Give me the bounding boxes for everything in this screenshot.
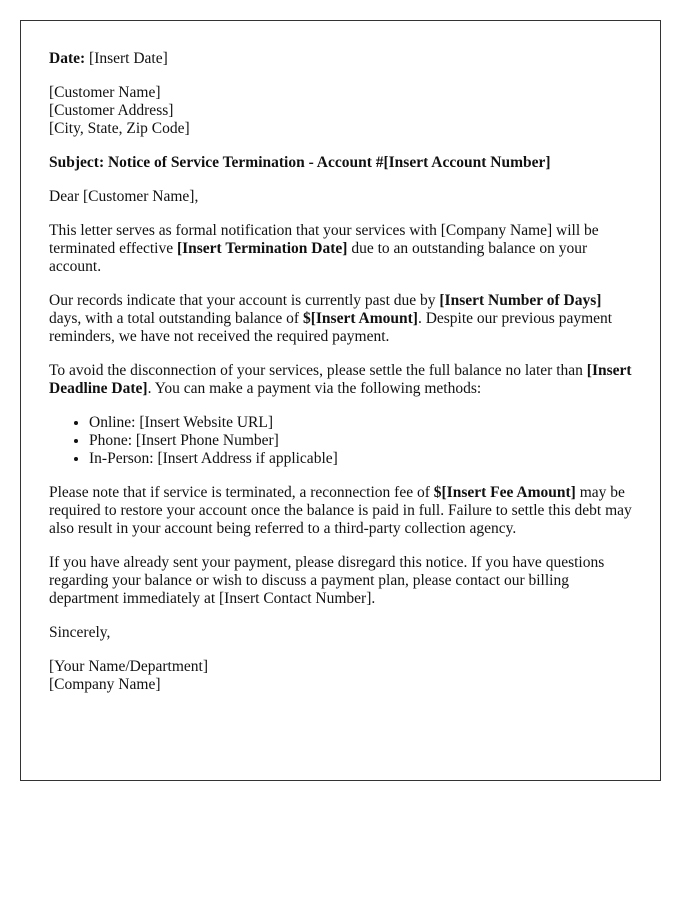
- date-value: [Insert Date]: [89, 50, 168, 67]
- payment-method-online: • Online: [Insert Website URL]: [89, 414, 632, 432]
- salutation: Dear [Customer Name],: [49, 188, 199, 205]
- paragraph-text: This letter serves as formal notification that your services with [Company Name] will be terminated effective: [49, 222, 599, 257]
- deadline-placeholder: [Insert Deadline Date]: [49, 362, 632, 397]
- letter-document: [20, 20, 661, 781]
- paragraph-reconnection-fee: [49, 484, 632, 538]
- paragraph-text: days, with a total outstanding balance of: [49, 310, 303, 327]
- recipient-address: [Customer Address]: [49, 102, 174, 119]
- signature-company: [Company Name]: [49, 676, 161, 693]
- days-placeholder: [Insert Number of Days]: [439, 292, 602, 309]
- paragraph-text: . You can make a payment via the following methods:: [147, 380, 482, 397]
- paragraph-deadline: [49, 362, 632, 398]
- closing: Sincerely,: [49, 624, 111, 641]
- recipient-block: [49, 84, 632, 138]
- paragraph-text: Please note that if service is terminated, a reconnection fee of: [49, 484, 434, 501]
- paragraph-text: To avoid the disconnection of your services, please settle the full balance no later than: [49, 362, 587, 379]
- paragraph-text: Our records indicate that your account is currently past due by: [49, 292, 440, 309]
- paragraph-contact: If you have already sent your payment, please disregard this notice. If you have questions regarding your balance or wish to discuss a payment plan, please contact our billing department immediately at [Insert Contact Number].: [49, 554, 605, 607]
- paragraph-past-due: [49, 292, 632, 346]
- subject-line: [49, 154, 632, 172]
- signature-block: [49, 658, 632, 694]
- date-label: Date:: [49, 50, 86, 67]
- termination-date-placeholder: [Insert Termination Date]: [176, 240, 348, 257]
- recipient-city-state-zip: [City, State, Zip Code]: [49, 120, 190, 137]
- paragraph-text: . Despite our previous payment reminders, we have not received the required payment.: [49, 310, 613, 345]
- paragraph-text: may be required to restore your account once the balance is paid in full. Failure to settle this debt may also result in your account being referred to a third-party collection agency.: [49, 484, 632, 537]
- amount-placeholder: $[Insert Amount]: [302, 310, 418, 327]
- fee-placeholder: $[Insert Fee Amount]: [433, 484, 576, 501]
- payment-method-phone: • Phone: [Insert Phone Number]: [89, 432, 632, 450]
- paragraph-text: due to an outstanding balance on your account.: [49, 240, 588, 275]
- payment-methods-list: [49, 414, 632, 468]
- paragraph-termination-notice: [49, 222, 632, 276]
- signature-name-department: [Your Name/Department]: [49, 658, 208, 675]
- payment-method-in-person: • In-Person: [Insert Address if applicable]: [89, 450, 632, 468]
- subject-text: Subject: Notice of Service Termination - Account #[Insert Account Number]: [49, 154, 551, 171]
- recipient-name: [Customer Name]: [49, 84, 161, 101]
- date-line: [49, 50, 632, 68]
